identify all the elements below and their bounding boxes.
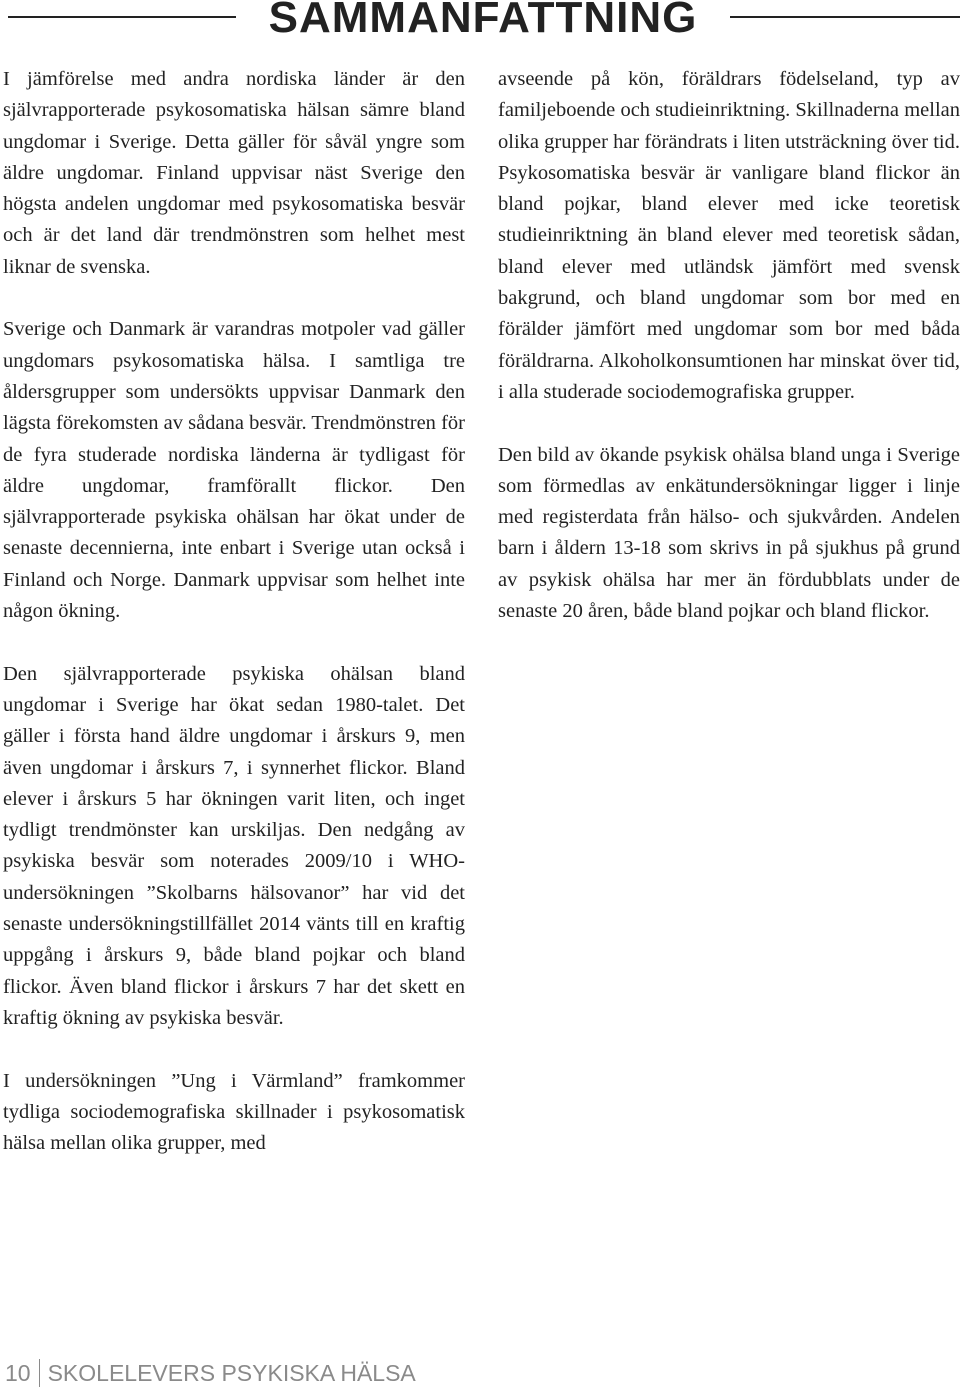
paragraph: Den självrapporterade psykiska ohälsan bland ungdomar i Sverige har ökat sedan 1980-talet. Det gäller i första hand äldre ungdomar i årskurs 9, men även ungdomar i årskurs 7, i synnerhet flickor. Bland elever i årskurs 5 har ökningen varit liten, och inget tydligt trendmönster kan urskiljas. Den nedgång av psykiska besvär som noterades 2009/10 i WHO-undersökningen ”Skolbarns hälsovanor” har vid det senaste undersökningstillfället 2014 vänts till en kraftig uppgång i årskurs 9, både bland pojkar och bland flickor. Även bland flickor i årskurs 7 har det skett en kraftig ökning av psykiska besvär. <box>3 662 465 1029</box>
page-number: 10 <box>5 1360 31 1386</box>
paragraph: avseende på kön, föräldrars födelseland, typ av familjeboende och studieinriktning. Skillnaderna mellan olika grupper har förändrats i liten utsträckning över tid. Psykosomatiska besvär är vanligare bland flickor än bland pojkar, bland elever med icke teoretisk studieinriktning än bland elever med teoretisk sådan, bland elever med utländsk jämfört med svensk bakgrund, och bland ungdomar som bor med en förälder jämfört med ungdomar som bor med båda föräldrarna. Alkoholkonsumtionen har minskat över tid, i alla studerade sociodemografiska grupper. <box>498 68 960 403</box>
footer-separator <box>39 1359 40 1387</box>
header-rule-right <box>730 16 960 18</box>
right-column <box>498 64 960 659</box>
left-column <box>3 64 465 1191</box>
page-header <box>0 0 960 40</box>
paragraph: Den bild av ökande psykisk ohälsa bland unga i Sverige som förmedlas av enkätundersökningar ligger i linje med registerdata från hälso- och sjukvården. Andelen barn i åldern 13-18 som skrivs in på sjukhus på grund av psykisk ohälsa har mer än fördubblats under de senaste 20 åren, både bland pojkar och bland flickor. <box>498 443 960 623</box>
paragraph: I jämförelse med andra nordiska länder är den självrapporterade psykosomatiska hälsan sämre bland ungdomar i Sverige. Detta gäller för såväl yngre som äldre ungdomar. Finland uppvisar näst Sverige den högsta andelen ungdomar med psykosomatiska besvär och är det land där trendmönstren som helhet mest liknar de svenska. <box>3 68 465 278</box>
paragraph: Sverige och Danmark är varandras motpoler vad gäller ungdomars psykosomatiska hälsa. I samtliga tre åldersgrupper som undersökts uppvisar Danmark den lägsta förekomsten av sådana besvär. Trendmönstren för de fyra studerade nordiska länderna är tydligast för äldre ungdomar, framförallt flickor. Den självrapporterade psykiska ohälsan har ökat under de senaste decennierna, inte enbart i Sverige utan också i Finland och Norge. Danmark uppvisar som helhet inte någon ökning. <box>3 318 465 623</box>
page-title: SAMMANFATTNING <box>268 0 698 42</box>
page-footer <box>5 1358 416 1388</box>
header-rule-left <box>8 16 236 18</box>
paragraph: I undersökningen ”Ung i Värmland” framkommer tydliga sociodemografiska skillnader i psykosomatisk hälsa mellan olika grupper, med <box>3 1069 465 1155</box>
running-title: SKOLELEVERS PSYKISKA HÄLSA <box>47 1360 416 1386</box>
